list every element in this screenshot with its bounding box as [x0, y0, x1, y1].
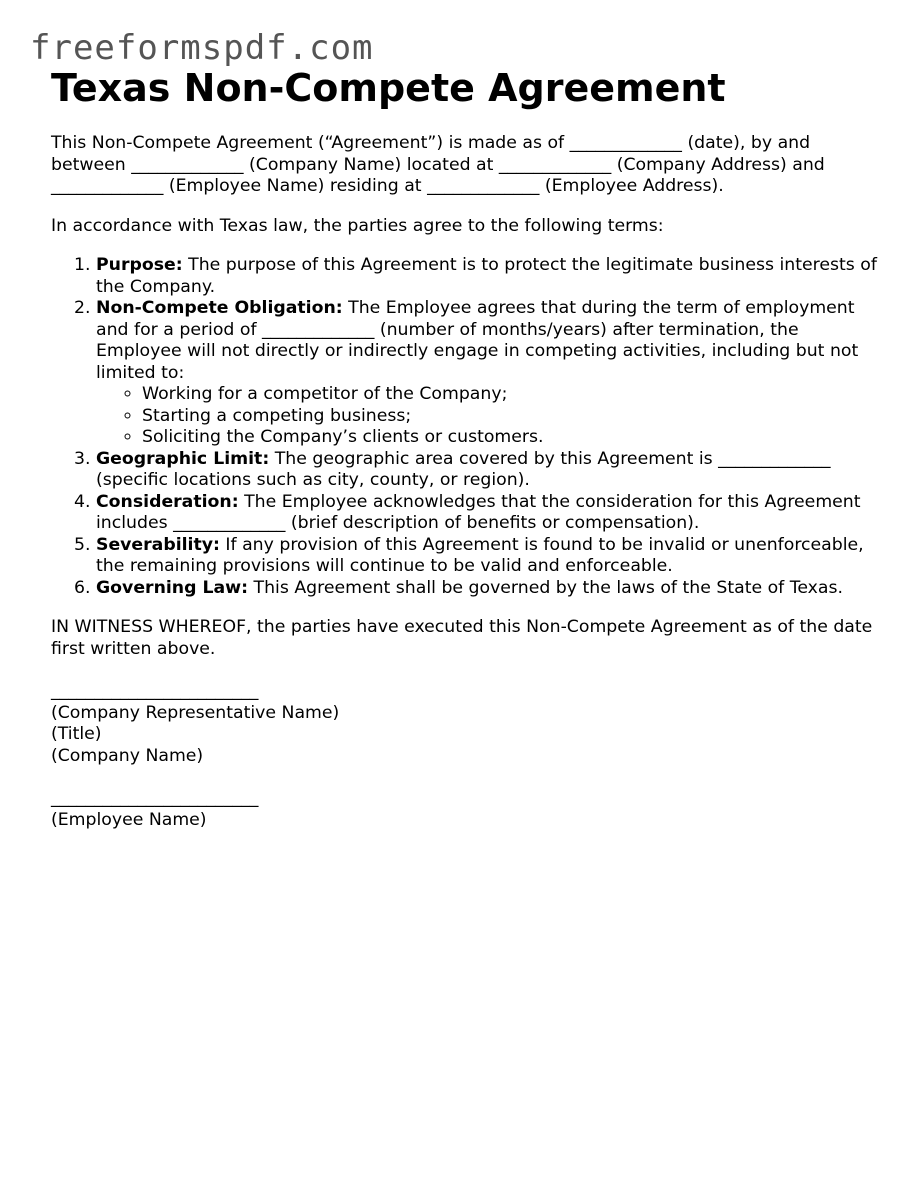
- list-item: ◦ Soliciting the Company’s clients or customers.: [142, 427, 881, 449]
- term-item-purpose: [96, 255, 881, 298]
- term-label: Severability:: [96, 534, 220, 555]
- restrictions-list: [96, 384, 881, 449]
- term-item-geographic-limit: [96, 449, 881, 492]
- document-body: [51, 133, 881, 831]
- page-title: Texas Non-Compete Agreement: [51, 66, 726, 110]
- term-label: Consideration:: [96, 491, 239, 512]
- term-label: Governing Law:: [96, 577, 249, 598]
- title-label: (Title): [51, 724, 102, 744]
- terms-list: [51, 255, 881, 599]
- term-text: The geographic area covered by this Agreement is _____________ (specific locations such as city, county, or region).: [96, 448, 831, 490]
- term-label: Non-Compete Obligation:: [96, 298, 343, 318]
- term-text: The Employee agrees that during the term of employment and for a period of _____________ (number of months/years) after termination, the Employee will not directly or indirectly engage in competing activities, including but not limited to:: [96, 298, 859, 383]
- company-signature-line: ________________________: [51, 681, 259, 701]
- term-item-governing-law: [96, 578, 881, 600]
- term-text: The purpose of this Agreement is to protect the legitimate business interests of the Company.: [96, 255, 877, 297]
- company-name-label: (Company Name): [51, 745, 204, 766]
- lead-paragraph: In accordance with Texas law, the parties agree to the following terms:: [51, 215, 664, 236]
- employee-name-label: (Employee Name): [51, 809, 207, 830]
- term-item-consideration: [96, 492, 881, 535]
- employee-signature-block: [51, 788, 881, 831]
- company-representative-label: (Company Representative Name): [51, 702, 340, 723]
- term-label: Geographic Limit:: [96, 448, 270, 469]
- list-item: ◦ Starting a competing business;: [142, 406, 881, 428]
- intro-paragraph: This Non-Compete Agreement (“Agreement”) is made as of _____________ (date), by and between _____________ (Company Name) located at _____________ (Company Address) and _____________ (Employee Name) residing at _____________ (Employee Address).: [51, 133, 825, 196]
- watermark: freeformspdf.com: [30, 28, 374, 68]
- term-item-severability: [96, 535, 881, 578]
- term-text: If any provision of this Agreement is found to be invalid or unenforceable, the remaining provisions will continue to be valid and enforceable.: [96, 534, 864, 576]
- list-item: ◦ Working for a competitor of the Company;: [142, 384, 881, 406]
- term-label: Purpose:: [96, 255, 183, 275]
- term-item-non-compete: [96, 298, 881, 449]
- witness-paragraph: IN WITNESS WHEREOF, the parties have executed this Non-Compete Agreement as of the date first written above.: [51, 617, 873, 659]
- employee-signature-line: ________________________: [51, 788, 259, 808]
- term-text: This Agreement shall be governed by the laws of the State of Texas.: [248, 577, 844, 598]
- term-text: The Employee acknowledges that the consideration for this Agreement includes _____________ (brief description of benefits or compensation).: [96, 491, 861, 533]
- company-signature-block: [51, 681, 881, 767]
